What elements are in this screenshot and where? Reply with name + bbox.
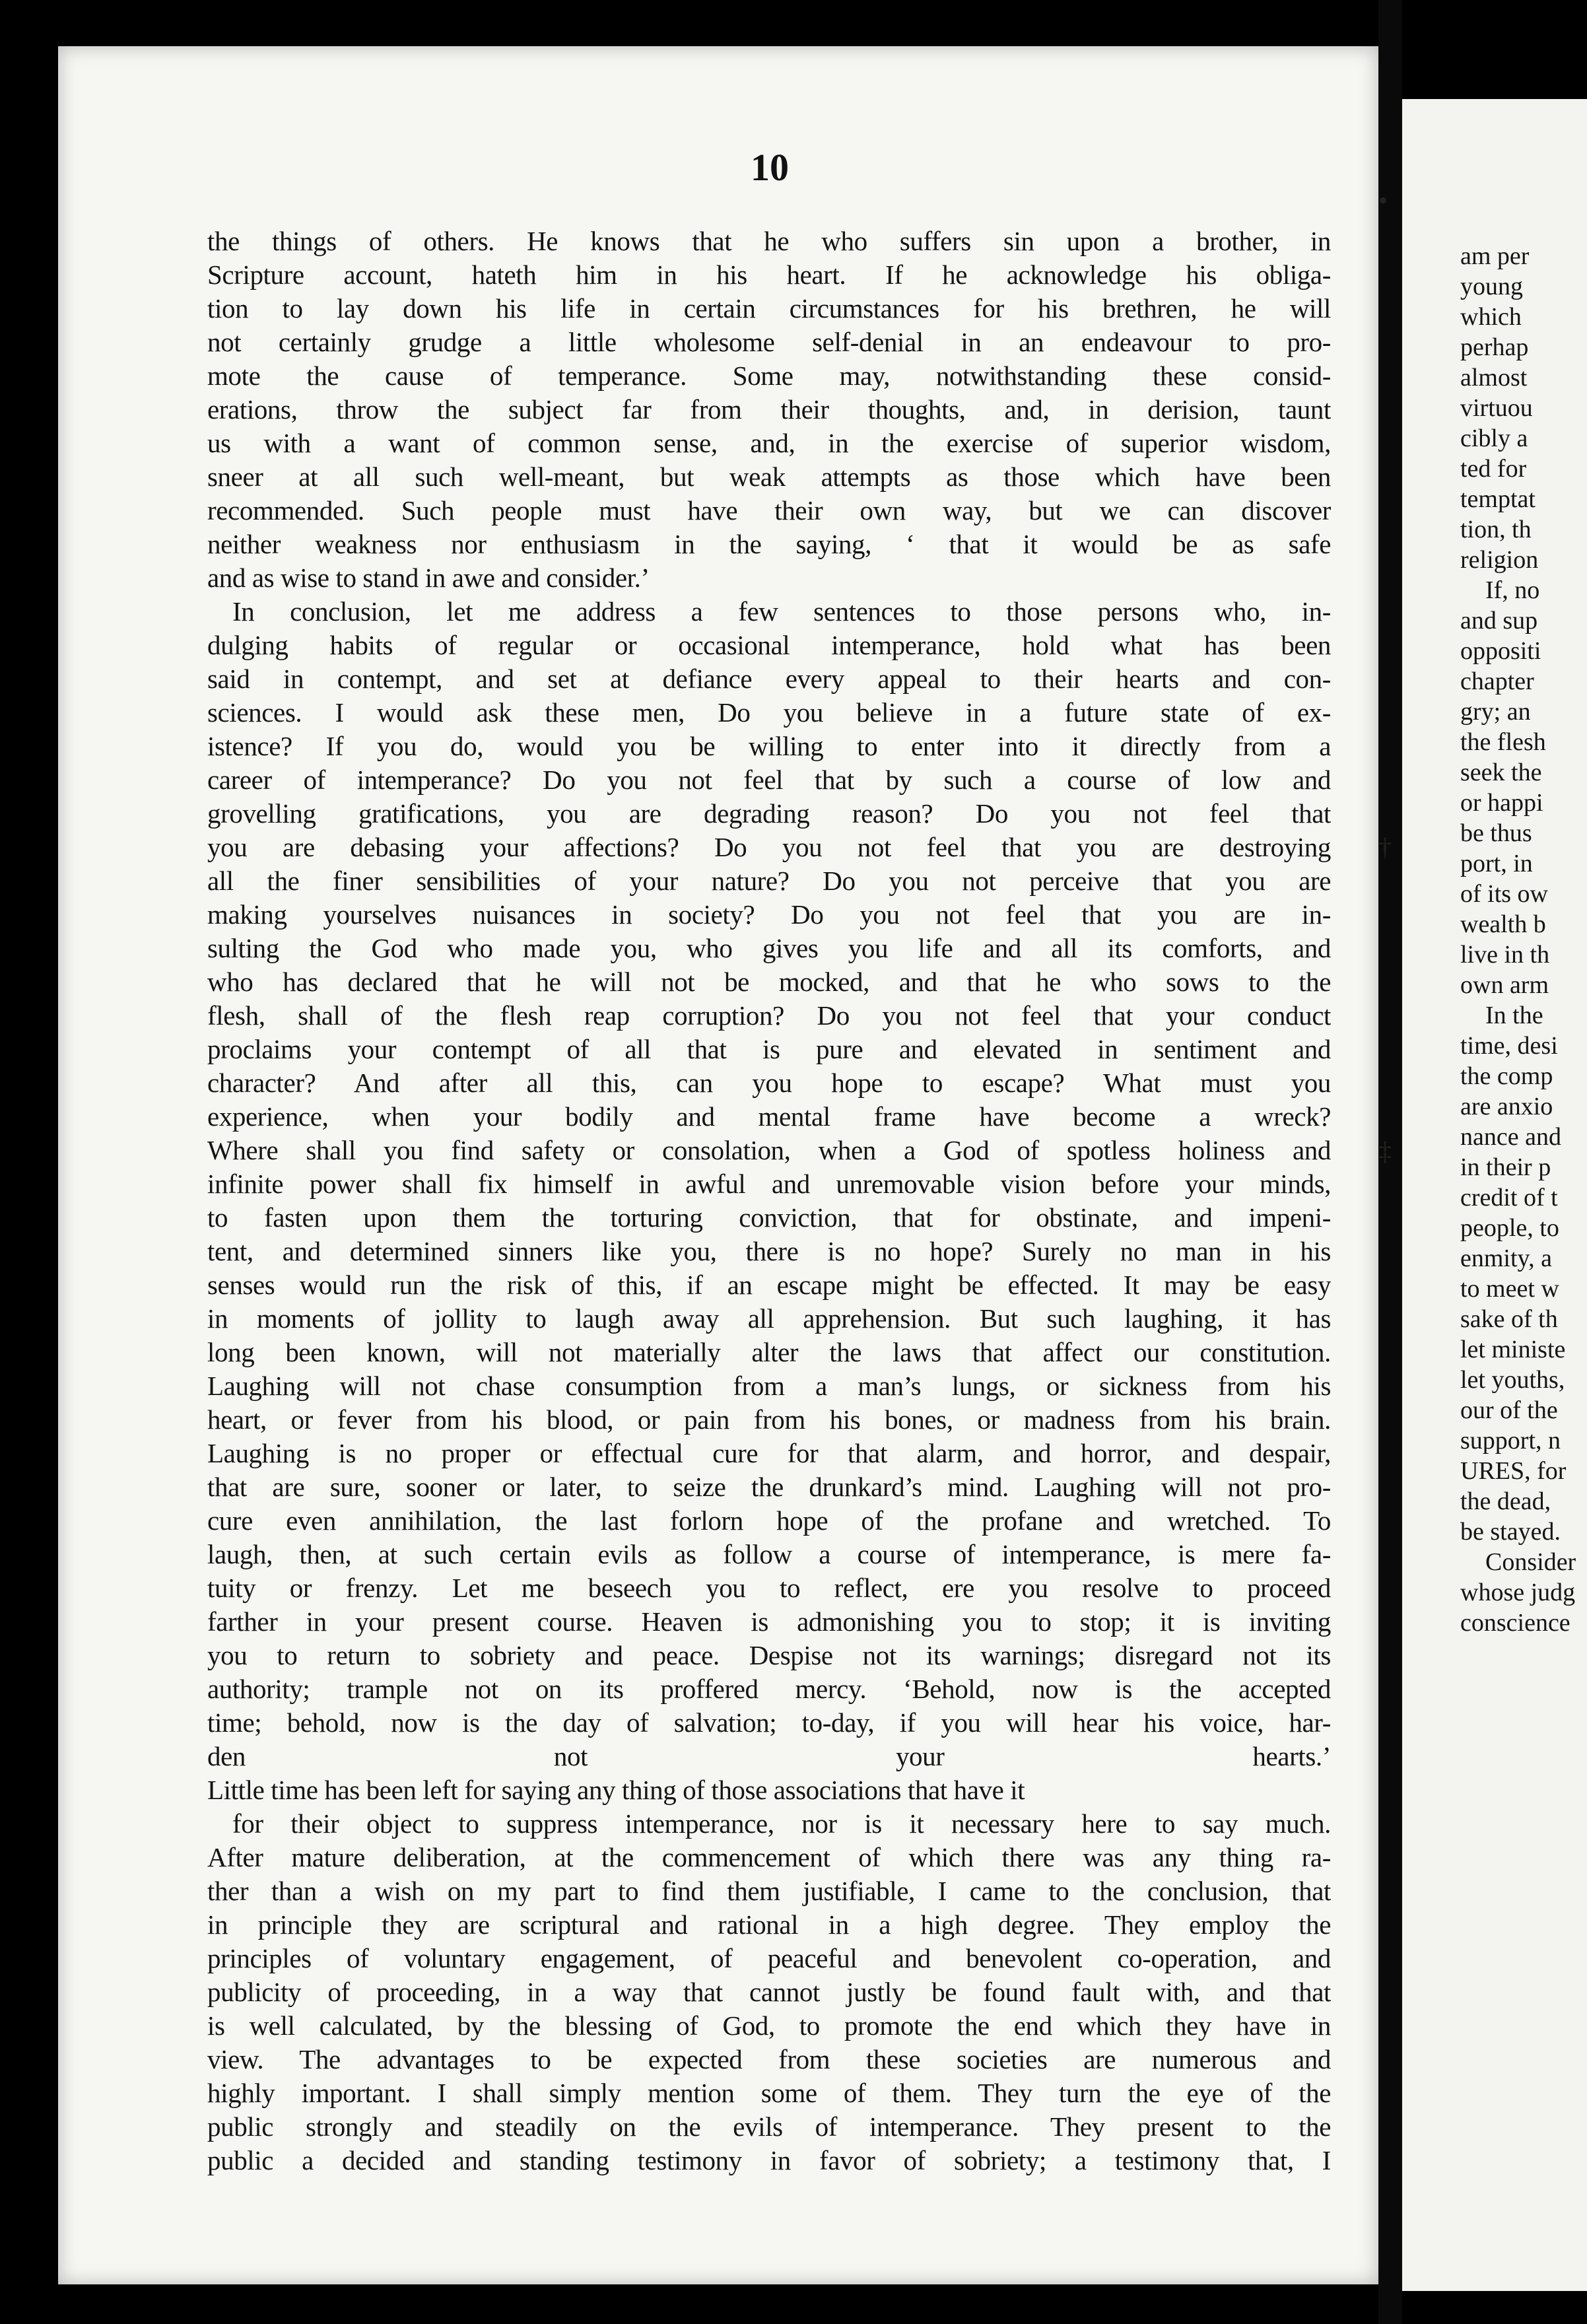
text-line: which: [1460, 303, 1522, 331]
text-line: own arm: [1460, 971, 1549, 999]
text-line: us with a want of common sense, and, in the exercise of superior wisdom,: [207, 428, 1331, 458]
text-line: religion: [1460, 546, 1539, 574]
text-line: support, n: [1460, 1427, 1561, 1454]
text-line: tent, and determined sinners like you, there is no hope? Surely no man in his: [207, 1236, 1331, 1266]
text-line: in their p: [1460, 1153, 1551, 1181]
text-line: in moments of jollity to laugh away all apprehension. But such laughing, it has: [207, 1303, 1331, 1334]
text-line: Consider: [1485, 1548, 1576, 1576]
text-line: let youths,: [1460, 1366, 1565, 1394]
text-line: tuity or frenzy. Let me beseech you to reflect, ere you resolve to proceed: [207, 1573, 1331, 1603]
text-line: be thus: [1460, 819, 1532, 847]
text-line: enmity, a: [1460, 1245, 1552, 1272]
text-line: temptat: [1460, 485, 1536, 513]
text-line: chapter: [1460, 667, 1534, 695]
text-line: for their object to suppress intemperance, nor is it necessary here to say much.: [232, 1808, 1331, 1839]
text-line: seek the: [1460, 759, 1542, 786]
text-line: Laughing is no proper or effectual cure for that alarm, and horror, and despair,: [207, 1438, 1331, 1468]
text-line: recommended. Such people must have their own way, but we can discover: [207, 495, 1331, 526]
text-line: Where shall you find safety or consolation, when a God of spotless holiness and: [207, 1135, 1331, 1165]
text-line: am per: [1460, 242, 1530, 270]
text-line: nance and: [1460, 1123, 1561, 1151]
text-line: infinite power shall fix himself in awful and unremovable vision before your minds,: [207, 1169, 1331, 1199]
text-line: long been known, will not materially alter the laws that affect our constitution.: [207, 1337, 1331, 1367]
text-line: If, no: [1485, 576, 1540, 604]
text-line: highly important. I shall simply mention some of them. They turn the eye of the: [207, 2078, 1331, 2108]
text-line: to fasten upon them the torturing conviction, that for obstinate, and impeni-: [207, 1202, 1331, 1233]
text-line: Scripture account, hateth him in his heart. If he acknowledge his obliga-: [207, 259, 1331, 290]
text-line: laugh, then, at such certain evils as follow a course of intemperance, is mere fa-: [207, 1539, 1331, 1569]
text-line: After mature deliberation, at the commencement of which there was any thing ra-: [207, 1842, 1331, 1872]
binding-mark: ‡: [1378, 1136, 1392, 1166]
text-line: of its ow: [1460, 880, 1548, 908]
text-line: gry; an: [1460, 698, 1531, 726]
text-line: career of intemperance? Do you not feel that by such a course of low and: [207, 765, 1331, 795]
text-line: tion, th: [1460, 516, 1532, 543]
text-line: experience, when your bodily and mental frame have become a wreck?: [207, 1101, 1331, 1132]
text-line: let ministe: [1460, 1336, 1566, 1363]
text-line: in principle they are scriptural and rational in a high degree. They employ the: [207, 1909, 1331, 1940]
text-line: sneer at all such well-meant, but weak attempts as those which have been: [207, 461, 1331, 492]
text-line: virtuou: [1460, 394, 1533, 422]
text-line: conscience: [1460, 1609, 1570, 1637]
text-line: are anxio: [1460, 1093, 1553, 1120]
left-page-text: [207, 224, 1331, 2177]
text-line: live in th: [1460, 941, 1550, 969]
text-line: mote the cause of temperance. Some may, notwithstanding these consid-: [207, 360, 1331, 391]
text-line: view. The advantages to be expected from these societies are numerous and: [207, 2044, 1331, 2074]
text-line: credit of t: [1460, 1184, 1558, 1212]
text-line: almost: [1460, 364, 1528, 392]
text-line: flesh, shall of the flesh reap corruption? Do you not feel that your conduct: [207, 1000, 1331, 1031]
text-line: authority; trample not on its proffered mercy. ‘Behold, now is the accepted: [207, 1674, 1331, 1704]
text-line: erations, throw the subject far from their thoughts, and, in derision, taunt: [207, 394, 1331, 425]
text-line: senses would run the risk of this, if an escape might be effected. It may be easy: [207, 1270, 1331, 1300]
text-line: grovelling gratifications, you are degrading reason? Do you not feel that: [207, 798, 1331, 829]
text-line: said in contempt, and set at defiance every appeal to their hearts and con-: [207, 664, 1331, 694]
left-page: [58, 46, 1378, 2284]
text-line: our of the: [1460, 1396, 1558, 1424]
text-line: you to return to sobriety and peace. Despise not its warnings; disregard not its: [207, 1640, 1331, 1670]
text-line: and as wise to stand in awe and consider.’: [207, 563, 650, 593]
text-line: publicity of proceeding, in a way that cannot justly be found fault with, and that: [207, 1977, 1331, 2007]
text-line: sciences. I would ask these men, Do you believe in a future state of ex-: [207, 697, 1331, 728]
text-line: whose judg: [1460, 1579, 1576, 1606]
text-line: young: [1460, 273, 1523, 300]
text-line: to meet w: [1460, 1275, 1559, 1303]
text-line: principles of voluntary engagement, of peaceful and benevolent co-operation, and: [207, 1943, 1331, 1973]
binding-mark: †: [1378, 833, 1392, 862]
text-line: is well calculated, by the blessing of God, to promote the end which they have in: [207, 2010, 1331, 2041]
text-line: public a decided and standing testimony in favor of sobriety; a testimony that, I: [207, 2145, 1331, 2175]
binding-mark: •: [1378, 186, 1388, 215]
text-line: proclaims your contempt of all that is pure and elevated in sentiment and: [207, 1034, 1331, 1064]
text-line: and sup: [1460, 607, 1538, 634]
right-page: [1402, 99, 1587, 2291]
text-line: perhap: [1460, 333, 1529, 361]
text-line: who has declared that he will not be mocked, and that he who sows to the: [207, 967, 1331, 997]
text-line: not certainly grudge a little wholesome self-denial in an endeavour to pro-: [207, 327, 1331, 357]
text-line: farther in your present course. Heaven is admonishing you to stop; it is inviting: [207, 1606, 1331, 1637]
text-line: sulting the God who made you, who gives you life and all its comforts, and: [207, 933, 1331, 963]
text-line: wealth b: [1460, 910, 1546, 938]
text-line: making yourselves nuisances in society? Do you not feel that you are in-: [207, 899, 1331, 930]
text-line: tion to lay down his life in certain circumstances for his brethren, he will: [207, 293, 1331, 324]
text-line: the dead,: [1460, 1487, 1551, 1515]
text-line: the things of others. He knows that he who suffers sin upon a brother, in: [207, 226, 1331, 256]
text-line: that are sure, sooner or later, to seize the drunkard’s mind. Laughing will not pro-: [207, 1472, 1331, 1502]
text-line: people, to: [1460, 1214, 1559, 1242]
text-line: time, desi: [1460, 1032, 1558, 1060]
text-line: cure even annihilation, the last forlorn hope of the profane and wretched. To: [207, 1505, 1331, 1536]
text-line: istence? If you do, would you be willing to enter into it directly from a: [207, 731, 1331, 761]
text-line: heart, or fever from his blood, or pain from his bones, or madness from his brain.: [207, 1404, 1331, 1435]
text-line: ted for: [1460, 455, 1527, 483]
text-line: cibly a: [1460, 425, 1528, 452]
text-line: neither weakness nor enthusiasm in the saying, ‘ that it would be as safe: [207, 529, 1331, 559]
text-line: be stayed.: [1460, 1518, 1561, 1546]
text-line: URES, for: [1460, 1457, 1567, 1485]
text-line: or happi: [1460, 789, 1543, 817]
text-line: dulging habits of regular or occasional intemperance, hold what has been: [207, 630, 1331, 660]
text-line: you are debasing your affections? Do you not feel that you are destroying: [207, 832, 1331, 862]
text-line: oppositi: [1460, 637, 1541, 665]
text-line: port, in: [1460, 850, 1533, 877]
text-line: ther than a wish on my part to find them justifiable, I came to the conclusion, that: [207, 1876, 1331, 1906]
text-line: den not your hearts.’: [207, 1741, 1331, 1771]
text-line: In conclusion, let me address a few sentences to those persons who, in-: [232, 596, 1331, 627]
text-line: the comp: [1460, 1062, 1553, 1090]
text-line: character? And after all this, can you hope to escape? What must you: [207, 1068, 1331, 1098]
page-number: 10: [751, 146, 789, 189]
right-page-text: [1460, 241, 1587, 1638]
text-line: Little time has been left for saying any thing of those associations that have it: [207, 1775, 1025, 1805]
text-line: public strongly and steadily on the evils of intemperance. They present to the: [207, 2111, 1331, 2142]
text-line: Laughing will not chase consumption from a man’s lungs, or sickness from his: [207, 1371, 1331, 1401]
text-line: In the: [1485, 1002, 1543, 1029]
text-line: sake of th: [1460, 1305, 1558, 1333]
text-line: time; behold, now is the day of salvation; to-day, if you will hear his voice, har-: [207, 1707, 1331, 1738]
text-line: the flesh: [1460, 728, 1546, 756]
text-line: all the finer sensibilities of your nature? Do you not perceive that you are: [207, 866, 1331, 896]
